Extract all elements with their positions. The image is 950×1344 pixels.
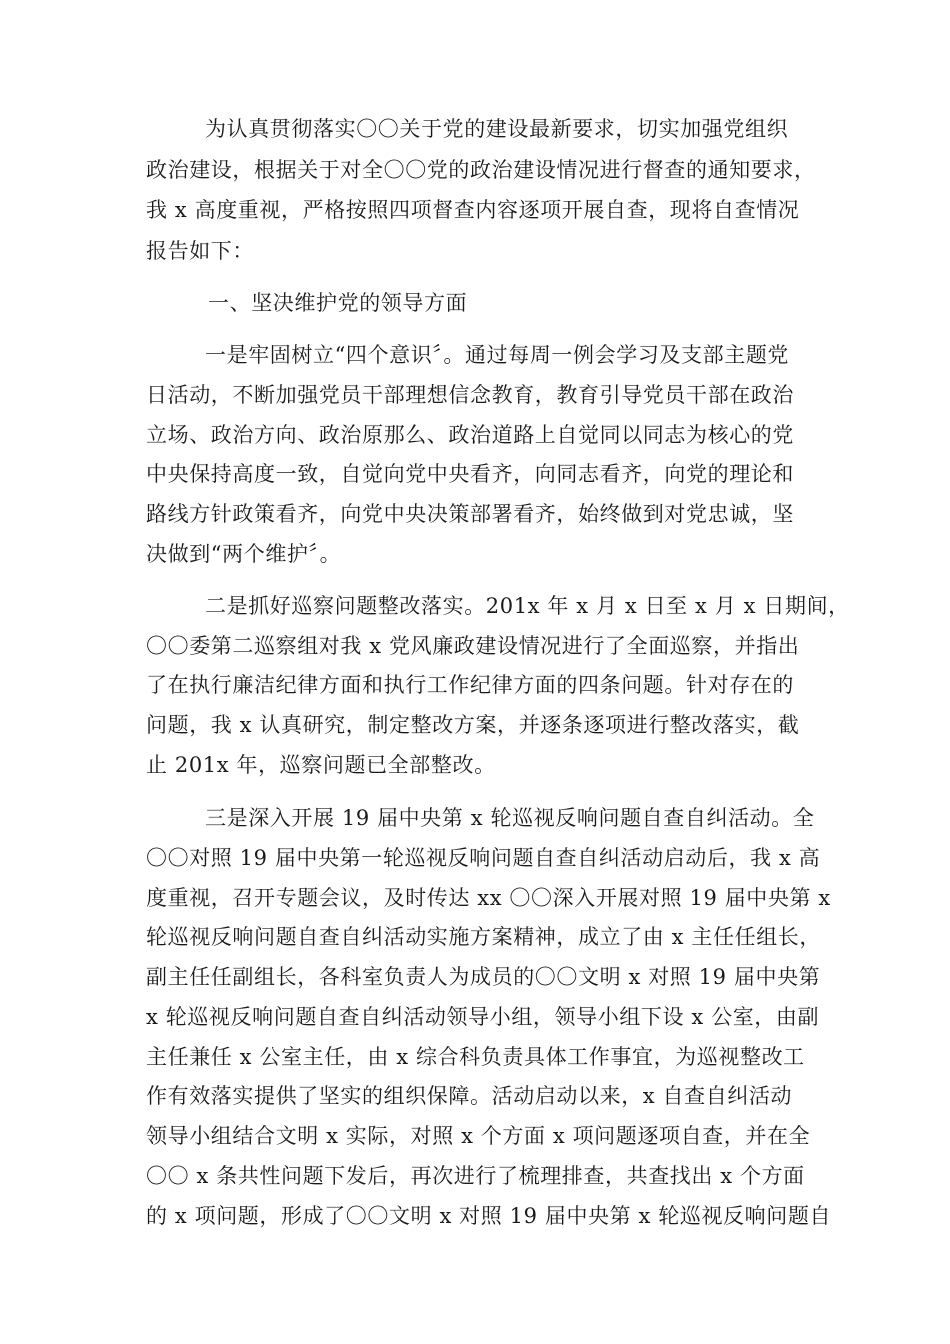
- paragraph-4-line-4: 轮巡视反响问题自查自纠活动实施方案精神，成立了由 x 主任任组长，: [146, 925, 821, 949]
- section-heading: 一、坚决维护党的领导方面: [208, 291, 468, 315]
- paragraph-4-line-8: 作有效落实提供了坚实的组织保障。活动启动以来，x 自查自纠活动: [146, 1084, 793, 1108]
- paragraph-1-line-4: 报告如下：: [146, 239, 254, 263]
- paragraph-4-line-2: 〇〇对照 19 届中央第一轮巡视反响问题自查自纠活动启动后，我 x 高: [146, 846, 821, 870]
- paragraph-2-line-6: 决做到“两个维护〞。: [146, 542, 342, 566]
- paragraph-1-line-2: 政治建设，根据关于对全〇〇党的政治建设情况进行督查的通知要求，: [146, 158, 816, 182]
- paragraph-4-line-7: 主任兼任 x 公室主任，由 x 综合科负责具体工作事宜，为巡视整改工: [146, 1045, 805, 1069]
- paragraph-2-line-5: 路线方针政策看齐，向党中央决策部署看齐，始终做到对党忠诚，坚: [146, 502, 794, 526]
- paragraph-3-line-4: 问题，我 x 认真研究，制定整改方案，并逐条逐项进行整改落实，截: [146, 713, 800, 737]
- paragraph-2-line-1: 一是牢固树立“四个意识〞。通过每周一例会学习及支部主题党: [205, 343, 790, 367]
- paragraph-4-line-11: 的 x 项问题，形成了〇〇文明 x 对照 19 届中央第 x 轮巡视反响问题自: [146, 1204, 832, 1228]
- paragraph-2-line-4: 中央保持高度一致，自觉向党中央看齐，向同志看齐，向党的理论和: [146, 462, 794, 486]
- paragraph-3-line-3: 了在执行廉洁纪律方面和执行工作纪律方面的四条问题。针对存在的: [146, 673, 794, 697]
- paragraph-4-line-1: 三是深入开展 19 届中央第 x 轮巡视反响问题自查自纠活动。全: [205, 806, 815, 830]
- paragraph-4-line-10: 〇〇 x 条共性问题下发后，再次进行了梳理排查，共查找出 x 个方面: [146, 1164, 805, 1188]
- paragraph-4-line-6: x 轮巡视反响问题自查自纠活动领导小组，领导小组下设 x 公室，由副: [146, 1005, 820, 1029]
- paragraph-1-line-1: 为认真贯彻落实〇〇关于党的建设最新要求，切实加强党组织: [205, 117, 789, 141]
- paragraph-4-line-5: 副主任任副组长，各科室负责人为成员的〇〇文明 x 对照 19 届中央第: [146, 965, 821, 989]
- paragraph-2-line-2: 日活动，不断加强党员干部理想信念教育，教育引导党员干部在政治: [146, 383, 794, 407]
- paragraph-2-line-3: 立场、政治方向、政治原那么、政治道路上自觉同以同志为核心的党: [146, 423, 794, 447]
- paragraph-3-line-1: 二是抓好巡察问题整改落实。201x 年 x 月 x 日至 x 月 x 日期间，: [205, 594, 850, 618]
- paragraph-1-line-3: 我 x 高度重视，严格按照四项督查内容逐项开展自查，现将自查情况: [146, 198, 800, 222]
- paragraph-3-line-5: 止 201x 年，巡察问题已全部整改。: [146, 753, 496, 777]
- paragraph-4-line-3: 度重视，召开专题会议，及时传达 xx 〇〇深入开展对照 19 届中央第 x: [146, 886, 831, 910]
- paragraph-4-line-9: 领导小组结合文明 x 实际，对照 x 个方面 x 项问题逐项自查，并在全: [146, 1124, 811, 1148]
- paragraph-3-line-2: 〇〇委第二巡察组对我 x 党风廉政建设情况进行了全面巡察，并指出: [146, 634, 800, 658]
